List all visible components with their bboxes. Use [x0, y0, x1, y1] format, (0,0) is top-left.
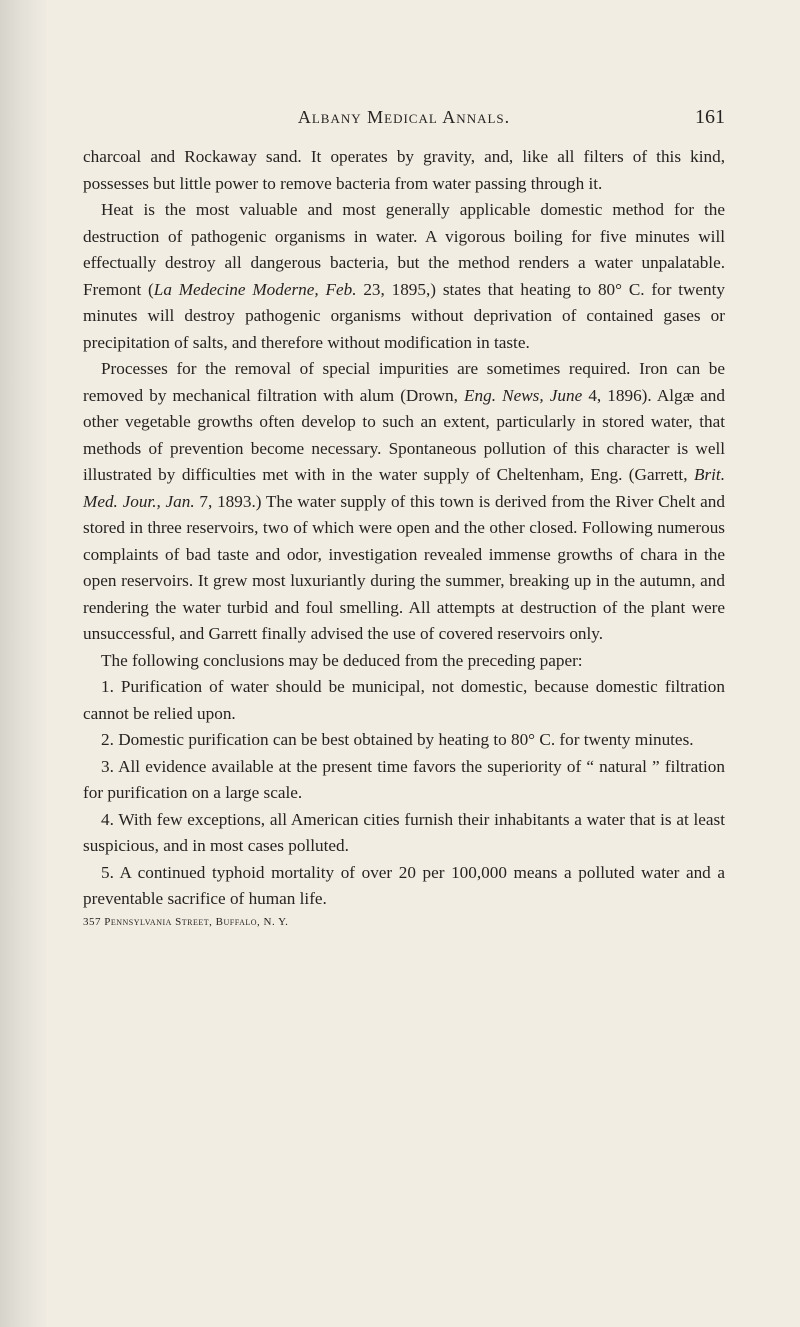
paragraph-impurities-text-a: Processes for the removal of special impurities are sometimes required. Iron can be removed by mechanical filtration with alum (Drown,	[83, 359, 725, 405]
running-header	[83, 104, 725, 130]
author-address	[83, 914, 725, 930]
conclusion-item-4: 4. With few exceptions, all American cities furnish their inhabitants a water that is at least suspicious, and in most cases polluted.	[83, 809, 725, 855]
paragraph-heat	[83, 197, 725, 356]
address-street: Pennsylvania Street, Buffalo, N. Y.	[104, 915, 289, 928]
page-binding-edge	[0, 0, 46, 1327]
paragraph-heat-text-b: 23, 1895,) states that heating to 80° C. for twenty minutes will destroy pathogenic organisms without deprivation of contained gases or precipitation of salts, and therefore without modification in taste.	[83, 279, 726, 352]
body-text	[83, 144, 725, 913]
address-number: 357	[83, 915, 101, 928]
paragraph-impurities-text-c: 7, 1893.) The water supply of this town is derived from the River Chelt and stored in three reservoirs, two of which were open and the other closed. Following numerous complaints of bad taste and odor, investigation revealed immense growths of chara in the open reservoirs. It grew most luxuriantly during the summer, breaking up in the autumn, and rendering the water turbid and foul smelling. All attempts at destruction of the plant were unsuccessful, and Garrett finally advised the use of covered reservoirs only.	[83, 491, 725, 643]
citation-la-medecine: La Medecine Moderne, Feb.	[153, 279, 357, 299]
paragraph-heat-text-a: Heat is the most valuable and most generally applicable domestic method for the destruction of pathogenic organisms in water. A vigorous boiling for five minutes will effectually destroy all dangerous bacteria, but the method renders a water unpalatable. Fremont (	[83, 200, 725, 299]
paragraph-impurities-text-b: 4, 1896). Algæ and other vegetable growths often develop to such an extent, particularly in stored water, that methods of prevention become necessary. Spontaneous pollution of this character is well illustrated by difficulties met with in the water supply of Cheltenham, Eng. (Garrett,	[83, 385, 725, 484]
running-title: Albany Medical Annals.	[297, 107, 511, 127]
page-number: 161	[695, 106, 725, 128]
citation-eng-news: Eng. News, June	[464, 385, 583, 405]
conclusion-item-5: 5. A continued typhoid mortality of over 20 per 100,000 means a polluted water and a preventable sacrifice of human life.	[83, 862, 725, 908]
paragraph-special-impurities	[83, 356, 725, 648]
conclusion-item-3: 3. All evidence available at the present time favors the superiority of “ natural ” filtration for purification on a large scale.	[83, 756, 725, 802]
book-page	[83, 104, 725, 930]
conclusion-item-2: 2. Domestic purification can be best obtained by heating to 80° C. for twenty minutes.	[101, 730, 694, 749]
citation-brit-med-jour: Brit. Med. Jour., Jan.	[83, 465, 725, 511]
paragraph-conclusions-intro: The following conclusions may be deduced from the preceding paper:	[101, 650, 583, 670]
paragraph-filters: charcoal and Rockaway sand. It operates by gravity, and, like all filters of this kind, possesses but little power to remove bacteria from water passing through it.	[83, 147, 725, 193]
conclusion-item-1: 1. Purification of water should be municipal, not domestic, because domestic filtration cannot be relied upon.	[83, 677, 725, 723]
